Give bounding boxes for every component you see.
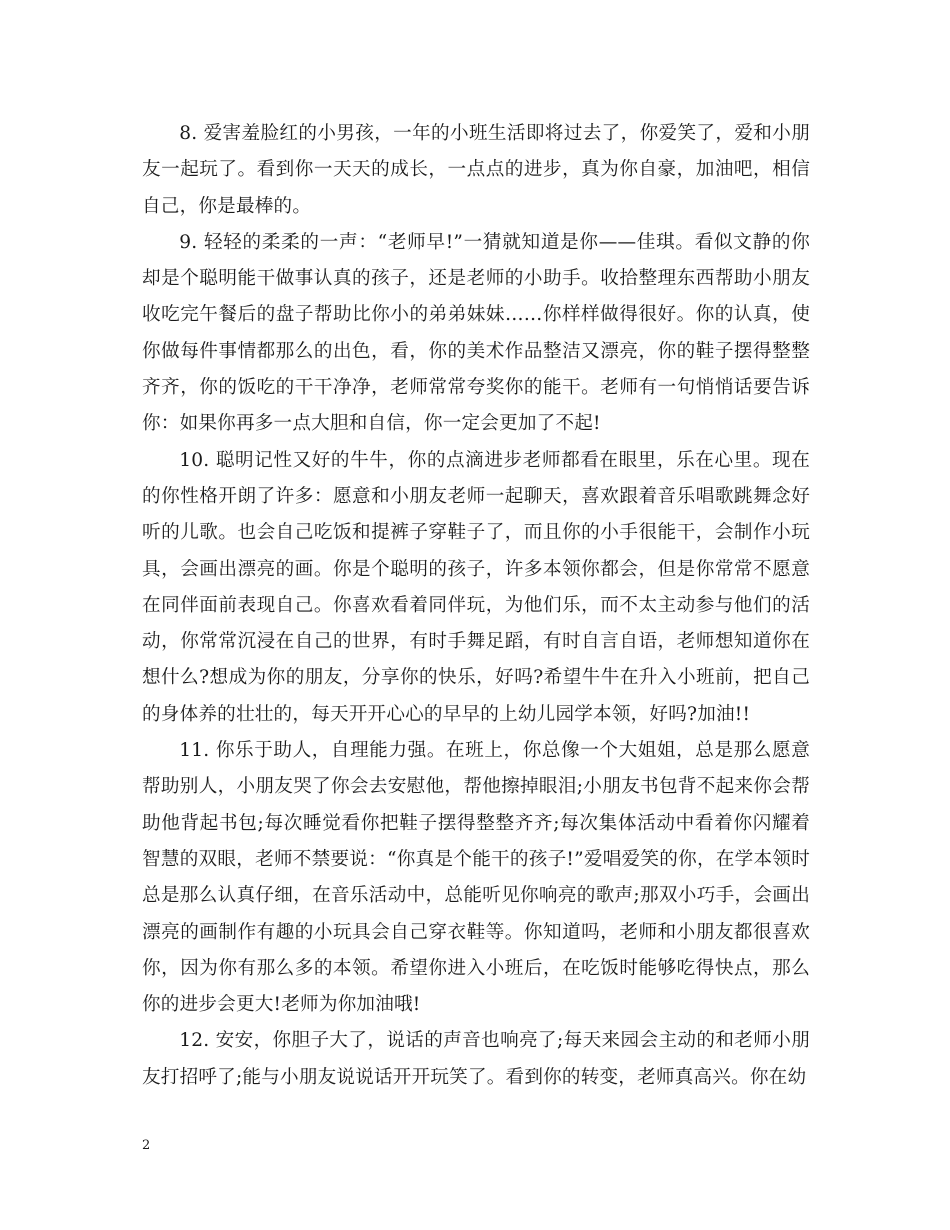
paragraph-12: 12. 安安，你胆子大了，说话的声音也响亮了;每天来园会主动的和老师小朋友打招呼了;能与小朋友说说话开开玩笑了。看到你的转变，老师真高兴。你在幼 [142,1030,810,1088]
paragraph-11: 11. 你乐于助人，自理能力强。在班上，你总像一个大姐姐，总是那么愿意帮助别人，小朋友哭了你会去安慰他，帮他擦掉眼泪;小朋友书包背不起来你会帮助他背起书包;每次睡觉看你把鞋子摆得整整齐齐;每次集体活动中看着你闪耀着智慧的双眼，老师不禁要说：“你真是个能干的孩子!”爱唱爱笑的你，在学本领时总是那么认真仔细，在音乐活动中，总能听见你响亮的歌声;那双小巧手，会画出漂亮的画制作有趣的小玩具会自己穿衣鞋等。你知道吗，老师和小朋友都很喜欢你，因为你有那么多的本领。希望你进入小班后，在吃饭时能够吃得快点，那么你的进步会更大!老师为你加油哦! [142,740,810,1016]
paragraph-10: 10. 聪明记性又好的牛牛，你的点滴进步老师都看在眼里，乐在心里。现在的你性格开朗了许多：愿意和小朋友老师一起聊天，喜欢跟着音乐唱歌跳舞念好听的儿歌。也会自己吃饭和提裤子穿鞋子了，而且你的小手很能干，会制作小玩具，会画出漂亮的画。你是个聪明的孩子，许多本领你都会，但是你常常不愿意在同伴面前表现自己。你喜欢看着同伴玩，为他们乐，而不太主动参与他们的活动，你常常沉浸在自己的世界，有时手舞足蹈，有时自言自语，老师想知道你在想什么?想成为你的朋友，分享你的快乐，好吗?希望牛牛在升入小班前，把自己的身体养的壮壮的，每天开开心心的早早的上幼儿园学本领，好吗?加油!! [142,449,810,725]
page-number: 2 [142,1138,151,1153]
document-body [142,116,810,1096]
paragraph-8: 8. 爱害羞脸红的小男孩，一年的小班生活即将过去了，你爱笑了，爱和小朋友一起玩了。看到你一天天的成长，一点点的进步，真为你自豪，加油吧，相信自己，你是最棒的。 [142,123,810,217]
paragraph-9: 9. 轻轻的柔柔的一声：“老师早!”一猜就知道是你——佳琪。看似文静的你却是个聪明能干做事认真的孩子，还是老师的小助手。收拾整理东西帮助小朋友收吃完午餐后的盘子帮助比你小的弟弟妹妹……你样样做得很好。你的认真，使你做每件事情都那么的出色，看，你的美术作品整洁又漂亮，你的鞋子摆得整整齐齐，你的饭吃的干干净净，老师常常夸奖你的能干。老师有一句悄悄话要告诉你：如果你再多一点大胆和自信，你一定会更加了不起! [142,231,810,435]
